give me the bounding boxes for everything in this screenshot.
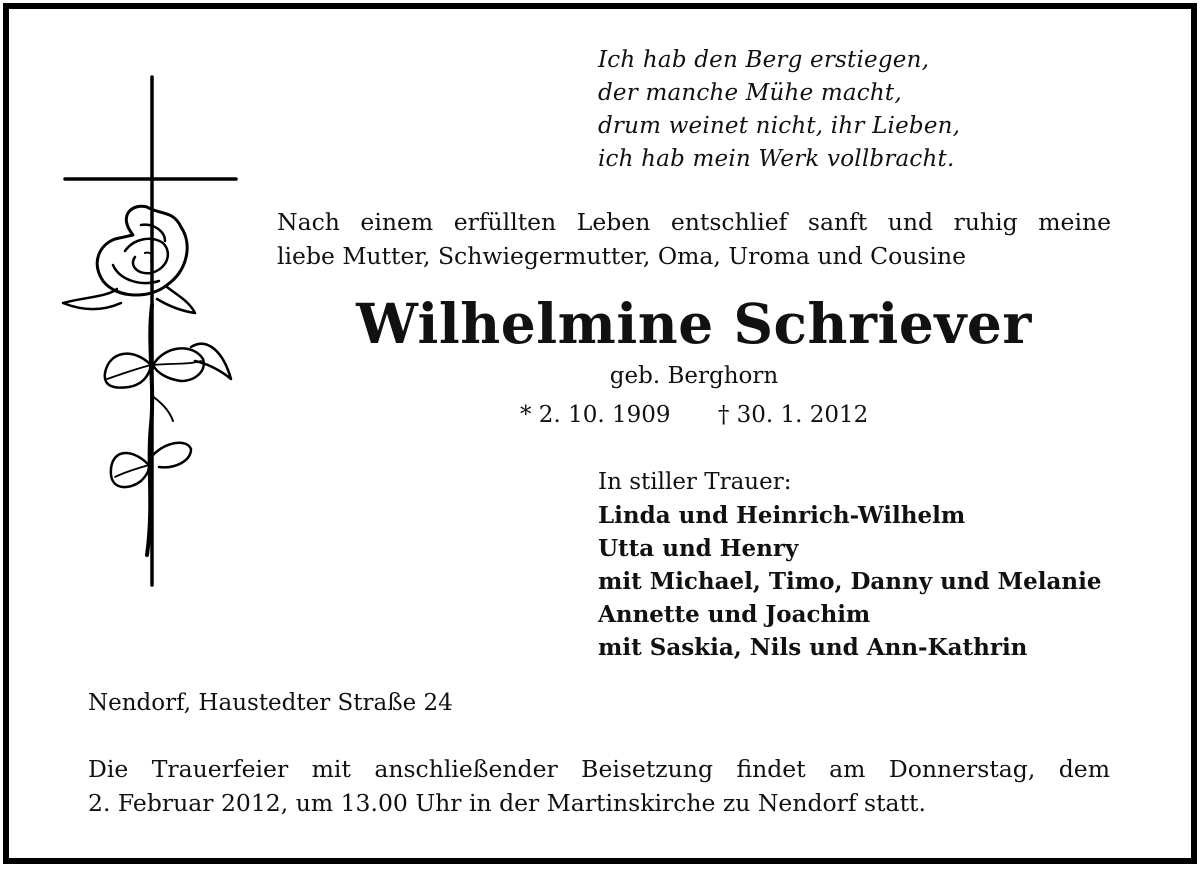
funeral-notice: [88, 752, 1110, 820]
mourner-line: Linda und Heinrich-Wilhelm: [598, 502, 966, 529]
mourners-list: [598, 466, 1101, 664]
deceased-name: Wilhelmine Schriever: [356, 291, 1032, 356]
verse-line: ich hab mein Werk vollbracht.: [598, 146, 955, 172]
life-dates: [520, 398, 868, 432]
mourners-heading: In stiller Trauer:: [598, 469, 792, 495]
maiden-name: geb. Berghorn: [609, 363, 779, 389]
intro-text: [277, 205, 1111, 273]
intro-line: Nach einem erfüllten Leben entschlief sanft und ruhig meine: [277, 208, 1111, 236]
verse-line: drum weinet nicht, ihr Lieben,: [598, 113, 961, 139]
verse-line: Ich hab den Berg erstiegen,: [598, 47, 930, 73]
cross-with-rose-icon: [55, 75, 255, 595]
family-address: Nendorf, Haustedter Straße 24: [88, 690, 453, 716]
mourner-line: Annette und Joachim: [598, 601, 871, 628]
intro-line: liebe Mutter, Schwiegermutter, Oma, Uroma und Cousine: [277, 242, 966, 270]
verse-line: der manche Mühe macht,: [598, 80, 902, 106]
mourner-line: mit Michael, Timo, Danny und Melanie: [598, 568, 1102, 595]
mourner-line: Utta und Henry: [598, 535, 799, 562]
birth-date: * 2. 10. 1909: [520, 402, 671, 428]
mourner-line: mit Saskia, Nils und Ann-Kathrin: [598, 634, 1028, 661]
funeral-line: 2. Februar 2012, um 13.00 Uhr in der Martinskirche zu Nendorf statt.: [88, 789, 926, 817]
poem-verse: [598, 44, 960, 176]
death-date: † 30. 1. 2012: [717, 402, 869, 428]
funeral-line: Die Trauerfeier mit anschließender Beisetzung findet am Donnerstag, dem: [88, 755, 1110, 783]
